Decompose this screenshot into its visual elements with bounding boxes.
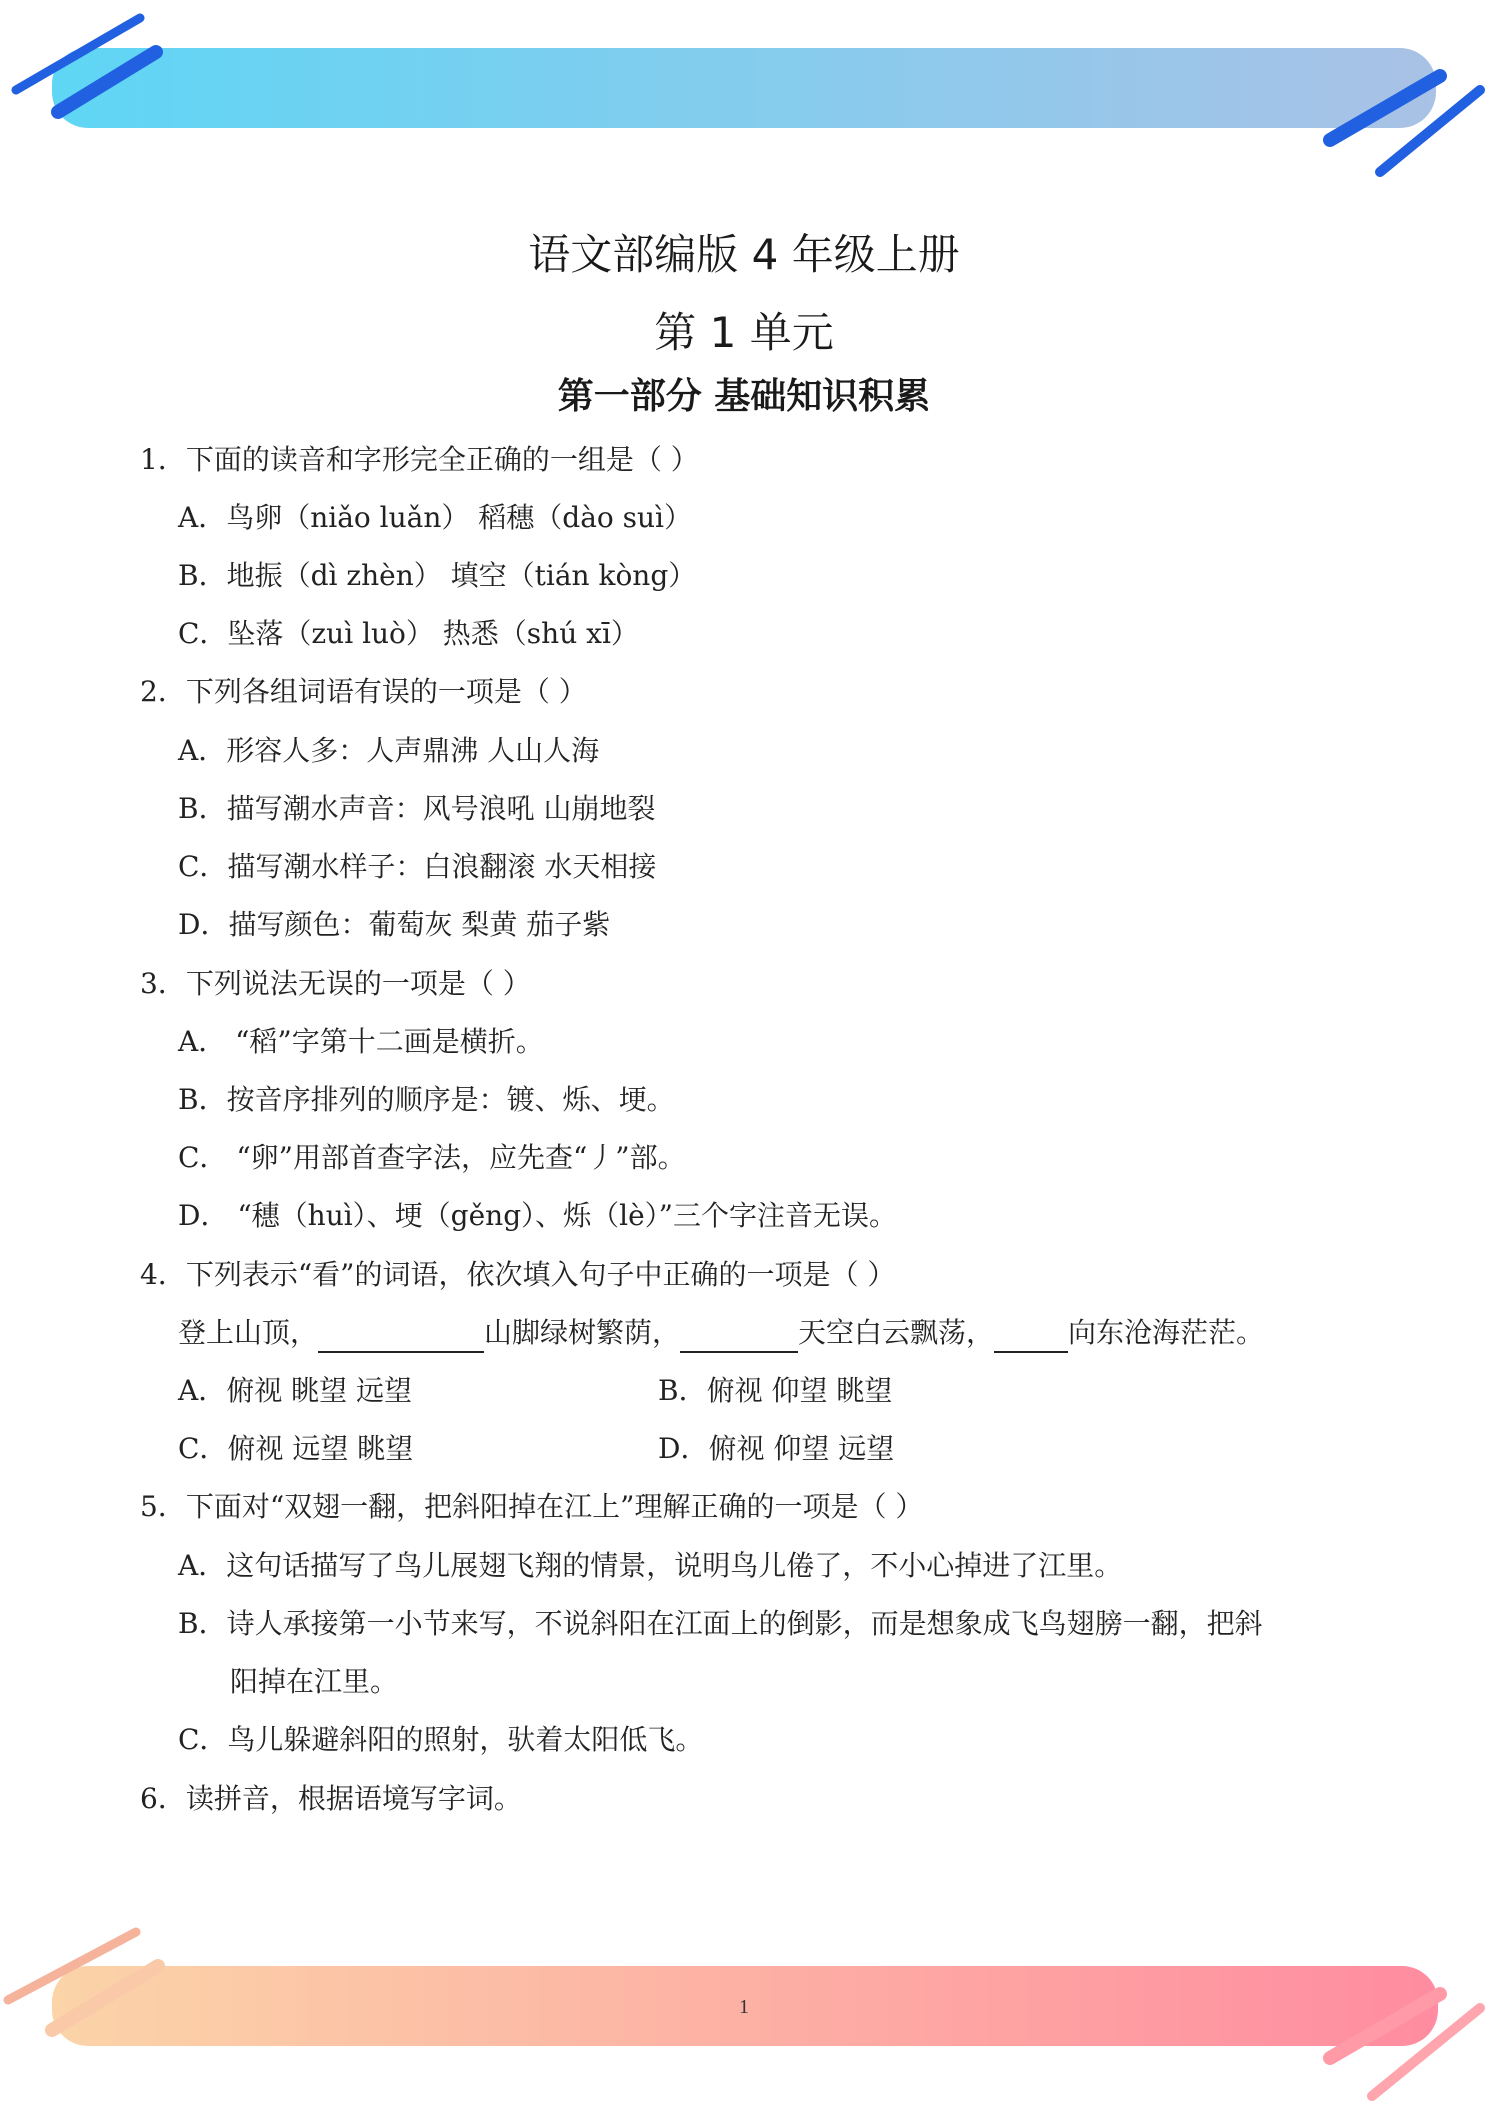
question-4-option-c: C．俯视 远望 眺望 [178, 1432, 414, 1465]
question-2-option-c: C．描写潮水样子：白浪翻滚 水天相接 [178, 850, 657, 883]
question-5-option-b: B．诗人承接第一小节来写，不说斜阳在江面上的倒影，而是想象成飞鸟翅膀一翻，把斜 [178, 1607, 1263, 1640]
question-3-option-b: B．按音序排列的顺序是：镀、烁、埂。 [178, 1083, 675, 1116]
question-5-option-b-continued: 阳掉在江里。 [230, 1665, 399, 1698]
question-4-option-d: D．俯视 仰望 远望 [658, 1432, 895, 1465]
question-5-stem: 5．下面对“双翅一翻，把斜阳掉在江上”理解正确的一项是（ ） [140, 1490, 924, 1523]
question-3-stem: 3．下列说法无误的一项是（ ） [140, 967, 531, 1000]
question-1-stem: 1．下面的读音和字形完全正确的一组是（ ） [140, 443, 699, 476]
question-2-option-b: B．描写潮水声音：风号浪吼 山崩地裂 [178, 792, 656, 825]
question-3-option-d: D． “穗（huì）、埂（gěng）、烁（lè）”三个字注音无误。 [178, 1199, 897, 1232]
question-1-option-a: A．鸟卵（niǎo luǎn） 稻穗（dào suì） [178, 501, 693, 534]
question-3-option-a: A． “稻”字第十二画是横折。 [178, 1025, 544, 1058]
unit-title: 第 1 单元 [654, 308, 834, 357]
question-4-option-a: A．俯视 眺望 远望 [178, 1374, 413, 1407]
question-3-option-c: C． “卵”用部首查字法，应先查“丿”部。 [178, 1141, 686, 1174]
question-4-stem: 4．下列表示“看”的词语，依次填入句子中正确的一项是（ ） [140, 1258, 896, 1291]
question-5-option-a: A．这句话描写了鸟儿展翅飞翔的情景，说明鸟儿倦了，不小心掉进了江里。 [178, 1549, 1123, 1582]
header-band [52, 48, 1436, 128]
question-6-stem: 6．读拼音，根据语境写字词。 [140, 1782, 522, 1815]
fill-text-2: 山脚绿树繁荫， [484, 1316, 681, 1349]
question-2-option-a: A．形容人多：人声鼎沸 人山人海 [178, 734, 600, 767]
section-title: 第一部分 基础知识积累 [557, 376, 931, 417]
document-title: 语文部编版 4 年级上册 [528, 230, 960, 279]
fill-text-3: 天空白云飘荡， [798, 1316, 995, 1349]
question-4-fill-sentence [178, 1313, 1264, 1353]
question-4-option-b: B．俯视 仰望 眺望 [658, 1374, 893, 1407]
page-number: 1 [739, 1996, 749, 2018]
fill-blank-2[interactable] [680, 1319, 798, 1353]
fill-blank-3[interactable] [994, 1319, 1068, 1353]
question-2-option-d: D．描写颜色：葡萄灰 梨黄 茄子紫 [178, 908, 611, 941]
question-1-option-c: C．坠落（zuì luò） 热悉（shú xī） [178, 617, 639, 650]
fill-text-1: 登上山顶， [178, 1316, 319, 1349]
fill-blank-1[interactable] [318, 1319, 484, 1353]
question-5-option-c: C．鸟儿躲避斜阳的照射，驮着太阳低飞。 [178, 1723, 704, 1756]
question-2-stem: 2．下列各组词语有误的一项是（ ） [140, 675, 587, 708]
fill-text-4: 向东沧海茫茫。 [1068, 1316, 1265, 1349]
question-1-option-b: B．地振（dì zhèn） 填空（tián kòng） [178, 559, 697, 592]
